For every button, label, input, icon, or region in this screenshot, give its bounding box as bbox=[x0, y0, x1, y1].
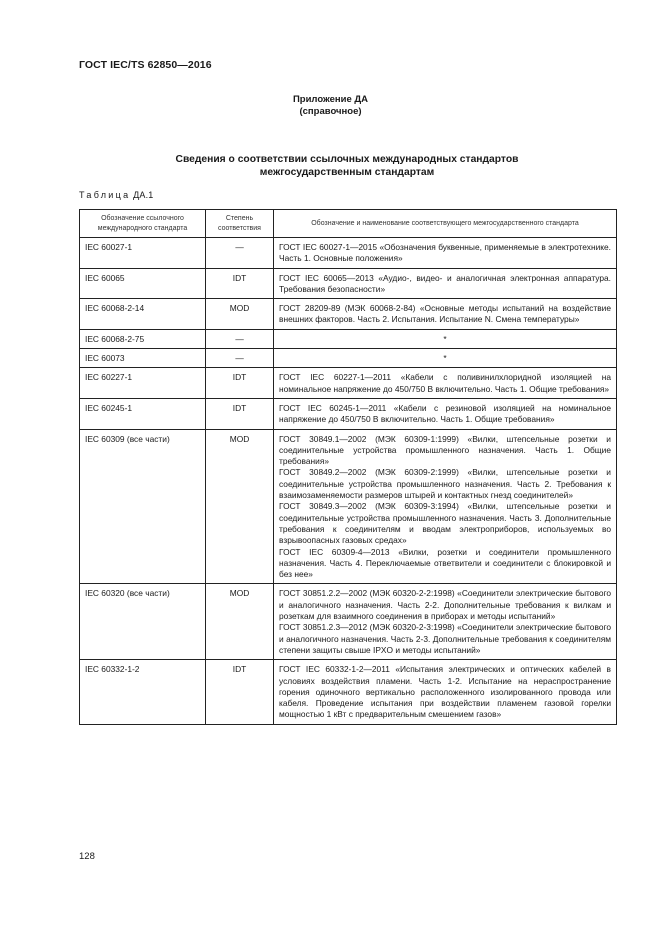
degree-cell: IDT bbox=[206, 398, 274, 429]
reference-cell: IEC 60320 (все части) bbox=[80, 584, 206, 660]
degree-cell: IDT bbox=[206, 368, 274, 399]
gost-cell: ГОСТ IEC 60065—2013 «Аудио-, видео- и аналогичная электронная аппаратура. Требования безопасности» bbox=[274, 268, 617, 299]
gost-cell: ГОСТ IEC 60245-1—2011 «Кабели с резиновой изоляцией на номинальное напряжение до 450/750 В включительно. Часть 1. Общие требования» bbox=[274, 398, 617, 429]
appendix-subtitle: (справочное) bbox=[299, 106, 362, 117]
column-header-degree: Степень соответствия bbox=[206, 210, 274, 238]
document-code: ГОСТ IEC/TS 62850—2016 bbox=[79, 59, 212, 71]
reference-cell: IEC 60068-2-14 bbox=[80, 299, 206, 330]
reference-cell: IEC 60065 bbox=[80, 268, 206, 299]
degree-cell: MOD bbox=[206, 429, 274, 584]
table-row bbox=[80, 299, 617, 330]
section-title bbox=[0, 153, 661, 179]
table-row bbox=[80, 238, 617, 269]
reference-cell: IEC 60068-2-75 bbox=[80, 329, 206, 348]
reference-cell: IEC 60245-1 bbox=[80, 398, 206, 429]
page-number: 128 bbox=[79, 851, 95, 862]
degree-cell: IDT bbox=[206, 268, 274, 299]
table-row bbox=[80, 349, 617, 368]
reference-cell: IEC 60309 (все части) bbox=[80, 429, 206, 584]
gost-cell: ГОСТ 30851.2.2—2002 (МЭК 60320-2-2:1998) «Соединители электрические бытового и аналогичного назначения. Часть 2-2. Дополнительные требования к вилкам и розеткам для взаимного соединения в приборах и методы испытаний» ГОСТ 30851.2.3—2012 (МЭК 60320-2-3:1998) «Соединители электрические бытового и аналогичного назначения. Часть 2-3. Дополнительные требования к соединителям степени защиты свыше IPXO и методы испытаний» bbox=[274, 584, 617, 660]
gost-cell: * bbox=[274, 349, 617, 368]
reference-cell: IEC 60027-1 bbox=[80, 238, 206, 269]
table-caption-word: Таблица bbox=[79, 190, 131, 200]
reference-cell: IEC 60227-1 bbox=[80, 368, 206, 399]
gost-cell: ГОСТ IEC 60227-1—2011 «Кабели с поливинилхлоридной изоляцией на номинальное напряжение до 450/750 В включительно. Часть 1. Общие требования» bbox=[274, 368, 617, 399]
column-header-gost: Обозначение и наименование соответствующего межгосударственного стандарта bbox=[274, 210, 617, 238]
table-row bbox=[80, 660, 617, 724]
table-row bbox=[80, 398, 617, 429]
table-caption bbox=[79, 190, 154, 200]
degree-cell: — bbox=[206, 238, 274, 269]
table-row bbox=[80, 429, 617, 584]
correspondence-table bbox=[79, 209, 617, 725]
table-caption-number: ДА.1 bbox=[133, 190, 154, 200]
table-row bbox=[80, 368, 617, 399]
appendix-title: Приложение ДА bbox=[292, 94, 369, 105]
degree-cell: — bbox=[206, 349, 274, 368]
column-header-reference: Обозначение ссылочного международного стандарта bbox=[80, 210, 206, 238]
degree-cell: MOD bbox=[206, 299, 274, 330]
section-title-line-2: межгосударственным стандартам bbox=[259, 167, 435, 178]
table-row bbox=[80, 268, 617, 299]
degree-cell: IDT bbox=[206, 660, 274, 724]
gost-cell: ГОСТ 28209-89 (МЭК 60068-2-84) «Основные методы испытаний на воздействие внешних факторов. Часть 2. Испытания. Испытание N. Смена температуры» bbox=[274, 299, 617, 330]
degree-cell: — bbox=[206, 329, 274, 348]
section-title-line-1: Сведения о соответствии ссылочных международных стандартов bbox=[175, 154, 519, 165]
appendix-heading bbox=[0, 94, 661, 118]
reference-cell: IEC 60332-1-2 bbox=[80, 660, 206, 724]
gost-cell: ГОСТ IEC 60332-1-2—2011 «Испытания электрических и оптических кабелей в условиях воздействия пламени. Часть 1-2. Испытание на нераспространение горения одиночного вертикально расположенного изолированного провода или кабеля. Проведение испытания при воздействии пламенем газовой горелки мощностью 1 кВт с предварительным смешением газов» bbox=[274, 660, 617, 724]
table-row bbox=[80, 329, 617, 348]
gost-cell: * bbox=[274, 329, 617, 348]
reference-cell: IEC 60073 bbox=[80, 349, 206, 368]
gost-cell: ГОСТ IEC 60027-1—2015 «Обозначения буквенные, применяемые в электротехнике. Часть 1. Основные положения» bbox=[274, 238, 617, 269]
table-row bbox=[80, 584, 617, 660]
table-header-row bbox=[80, 210, 617, 238]
gost-cell: ГОСТ 30849.1—2002 (МЭК 60309-1:1999) «Вилки, штепсельные розетки и соединительные устройства промышленного назначения. Часть 1. Общие требования» ГОСТ 30849.2—2002 (МЭК 60309-2:1999) «Вилки, штепсельные розетки и соединительные устройства промышленного назначения. Часть 2. Требования к взаимозаменяемости размеров штырей и контактных гнезд соединителей» ГОСТ 30849.3—2002 (МЭК 60309-3:1994) «Вилки, штепсельные розетки и соединительные устройства промышленного назначения. Часть 3. Дополнительные требования к соединителям и вводам электроприборов, используемых во взрывоопасных газовых средах» ГОСТ IEC 60309-4—2013 «Вилки, розетки и соединители промышленного назначения. Часть 4. Переключаемые ответвители и соединители с блокировкой и без нее» bbox=[274, 429, 617, 584]
degree-cell: MOD bbox=[206, 584, 274, 660]
